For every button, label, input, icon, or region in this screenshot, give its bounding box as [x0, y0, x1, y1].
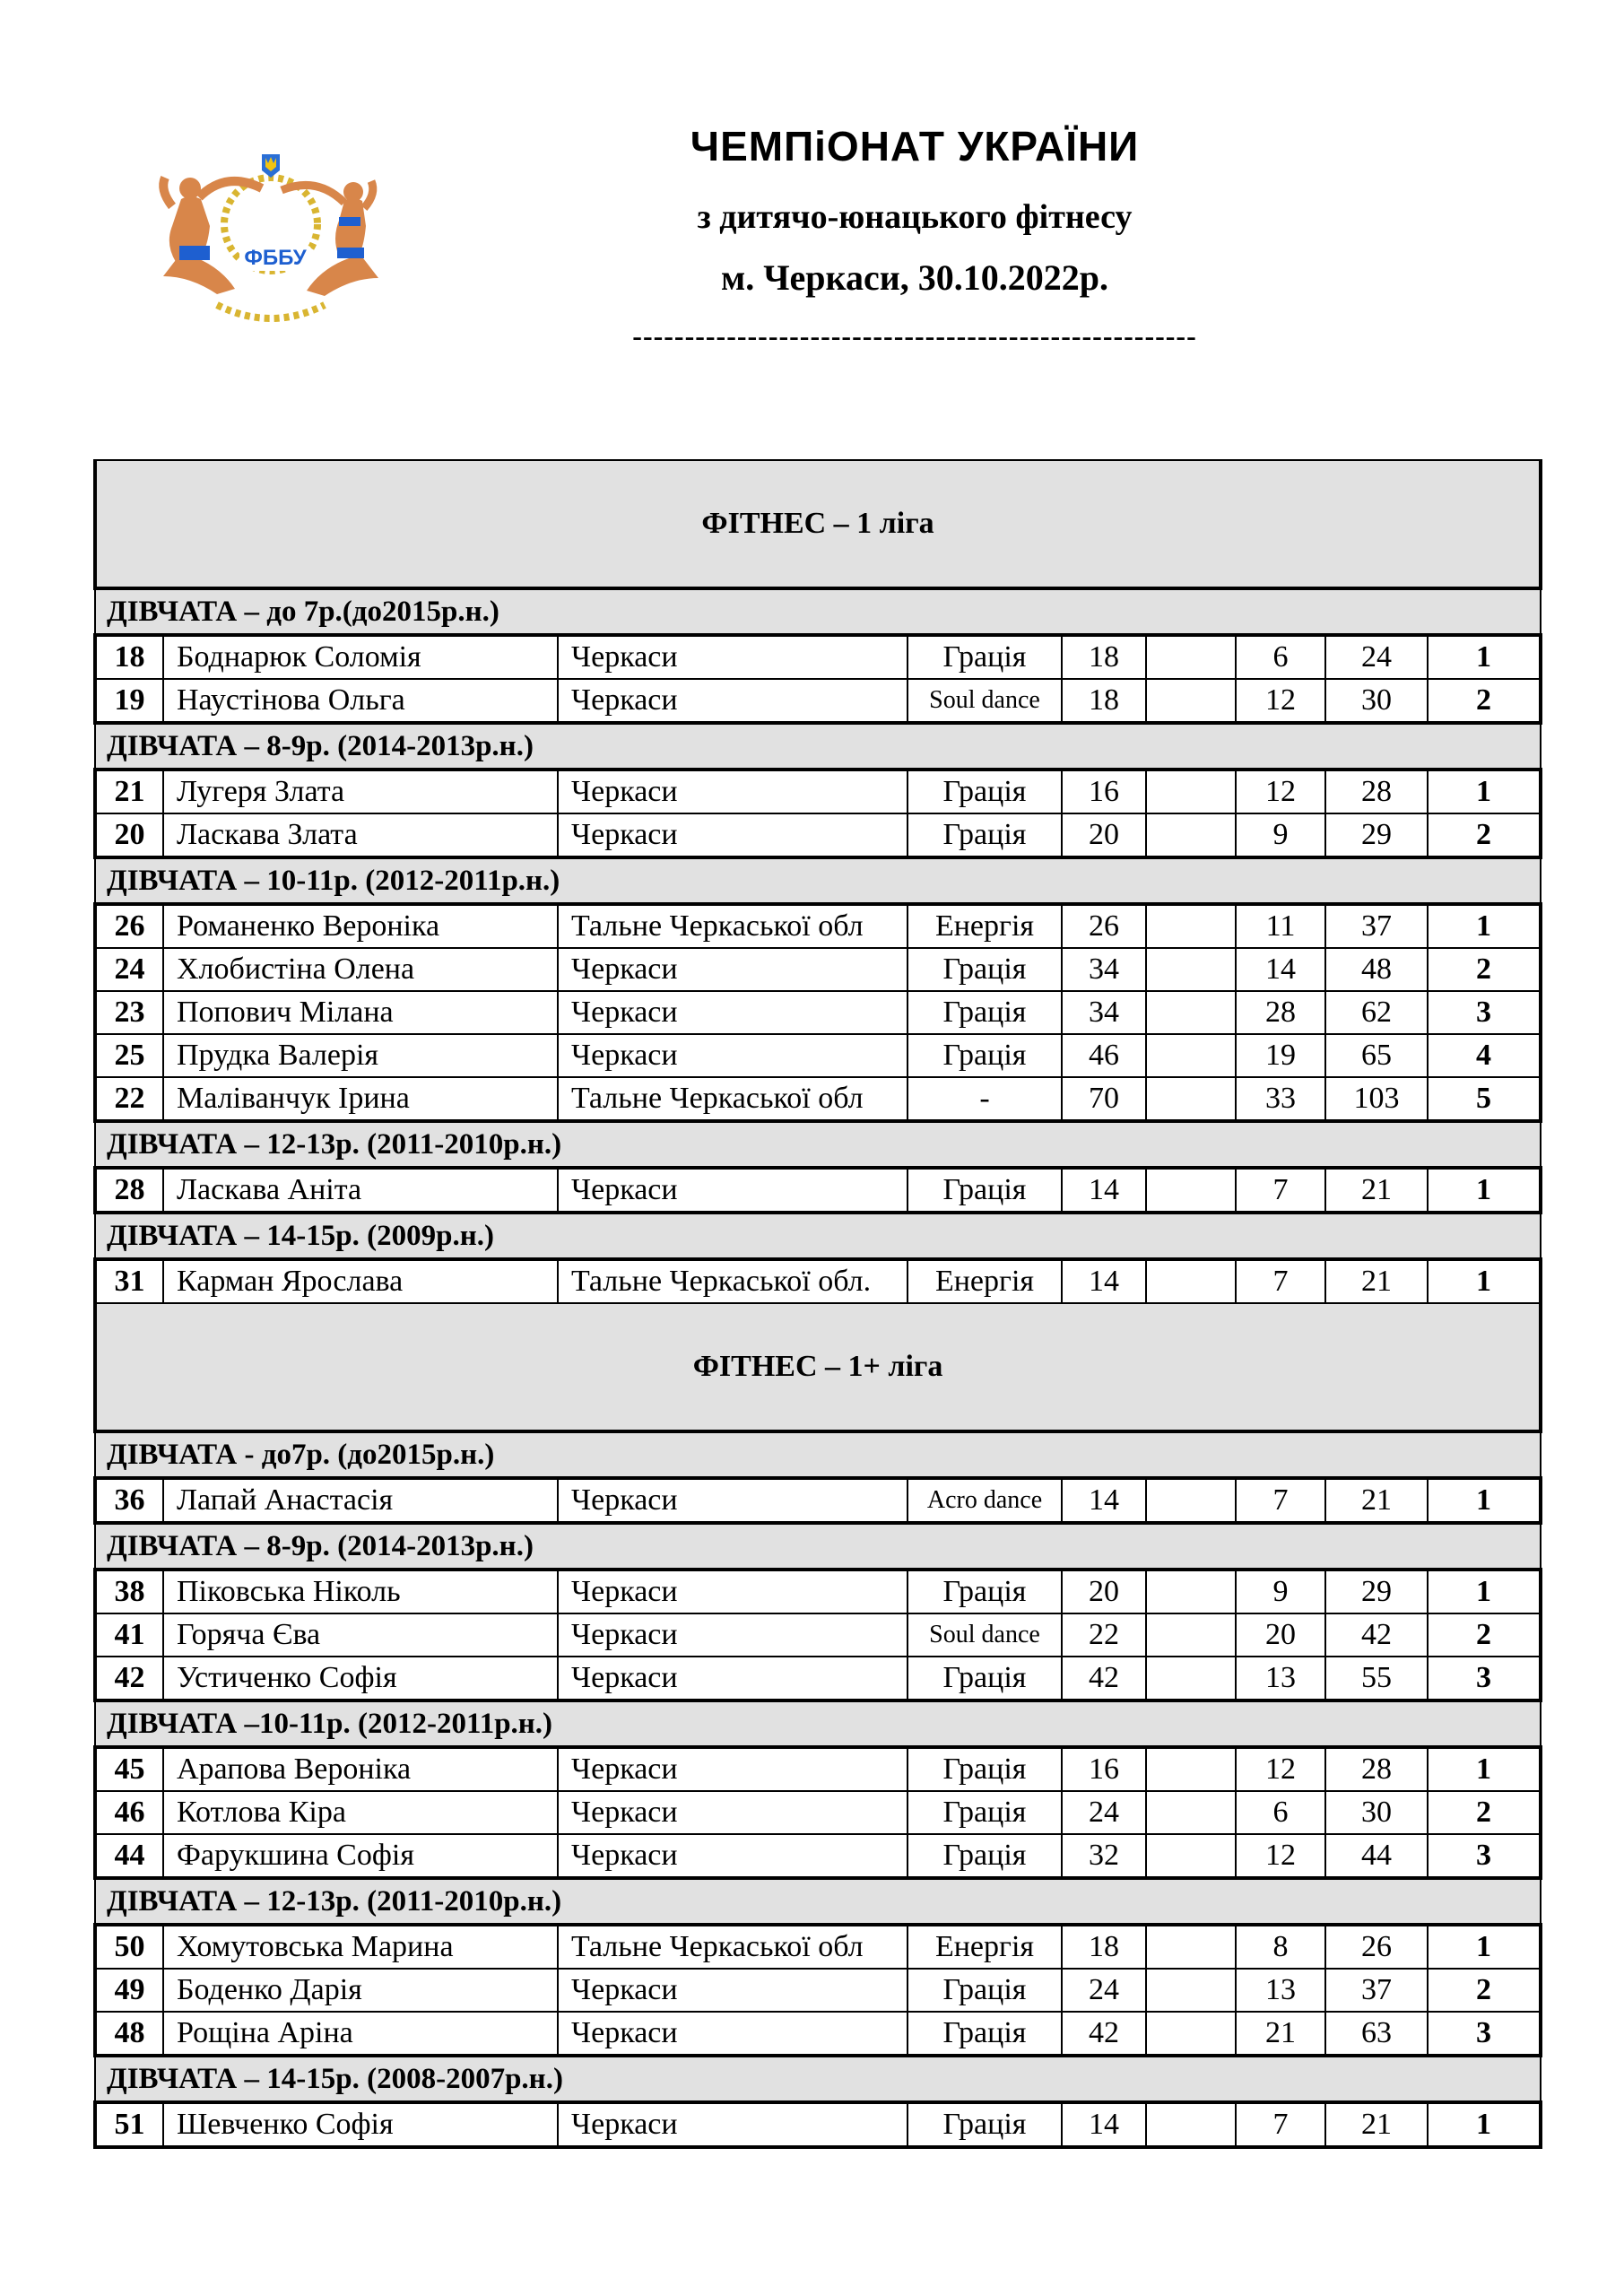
participant-name: Рощіна Аріна: [163, 2012, 558, 2056]
participant-number: 45: [95, 1747, 163, 1791]
score-3: 28: [1236, 991, 1325, 1034]
place: 2: [1428, 813, 1541, 857]
table-row: [95, 635, 1541, 679]
category-header: [95, 1213, 1541, 1259]
place: 2: [1428, 1791, 1541, 1834]
document-title: ЧЕМПіОНАТ УКРАЇНИ: [690, 123, 1140, 170]
score-total: 30: [1325, 679, 1428, 723]
participant-city: Черкаси: [558, 2012, 908, 2056]
participant-club: Soul dance: [908, 679, 1062, 723]
score-1: 14: [1062, 1478, 1146, 1523]
participant-number: 48: [95, 2012, 163, 2056]
participant-city: Черкаси: [558, 1747, 908, 1791]
participant-number: 46: [95, 1791, 163, 1834]
participant-city: Черкаси: [558, 635, 908, 679]
league-title: ФІТНЕС – 1+ ліга: [95, 1303, 1541, 1431]
place: 3: [1428, 1834, 1541, 1878]
participant-number: 18: [95, 635, 163, 679]
category-label: ДІВЧАТА – 12-13р. (2011-2010р.н.): [95, 1878, 1541, 1925]
score-3: 33: [1236, 1077, 1325, 1121]
score-total: 37: [1325, 904, 1428, 948]
score-total: 28: [1325, 1747, 1428, 1791]
score-1: 18: [1062, 1925, 1146, 1969]
table-row: [95, 1657, 1541, 1700]
score-1: 18: [1062, 635, 1146, 679]
score-2: [1146, 1925, 1236, 1969]
score-2: [1146, 770, 1236, 813]
score-2: [1146, 1570, 1236, 1613]
participant-club: Грація: [908, 1747, 1062, 1791]
score-2: [1146, 1969, 1236, 2012]
participant-club: Грація: [908, 1570, 1062, 1613]
participant-club: Грація: [908, 948, 1062, 991]
place: 4: [1428, 1034, 1541, 1077]
score-2: [1146, 2012, 1236, 2056]
score-2: [1146, 991, 1236, 1034]
score-1: 34: [1062, 991, 1146, 1034]
participant-name: Попович Мілана: [163, 991, 558, 1034]
participant-number: 36: [95, 1478, 163, 1523]
score-2: [1146, 2102, 1236, 2147]
score-1: 18: [1062, 679, 1146, 723]
participant-name: Маліванчук Ірина: [163, 1077, 558, 1121]
participant-club: Soul dance: [908, 1613, 1062, 1657]
participant-name: Карман Ярослава: [163, 1259, 558, 1303]
score-3: 7: [1236, 1168, 1325, 1213]
score-1: 16: [1062, 1747, 1146, 1791]
participant-club: Енергія: [908, 1925, 1062, 1969]
place: 5: [1428, 1077, 1541, 1121]
participant-city: Тальне Черкаської обл.: [558, 1259, 908, 1303]
bodybuilders-logo-icon: [154, 152, 387, 332]
place: 1: [1428, 904, 1541, 948]
score-3: 7: [1236, 2102, 1325, 2147]
score-2: [1146, 1613, 1236, 1657]
score-total: 30: [1325, 1791, 1428, 1834]
city-date: м. Черкаси, 30.10.2022р.: [720, 257, 1109, 298]
place: 3: [1428, 1657, 1541, 1700]
table-row: [95, 1791, 1541, 1834]
participant-city: Черкаси: [558, 679, 908, 723]
place: 1: [1428, 1925, 1541, 1969]
participant-name: Устиченко Софія: [163, 1657, 558, 1700]
score-2: [1146, 1834, 1236, 1878]
score-3: 14: [1236, 948, 1325, 991]
place: 1: [1428, 1747, 1541, 1791]
category-header: [95, 1523, 1541, 1570]
score-3: 12: [1236, 770, 1325, 813]
score-3: 6: [1236, 1791, 1325, 1834]
participant-name: Хлобистіна Олена: [163, 948, 558, 991]
participant-name: Боденко Дарія: [163, 1969, 558, 2012]
score-3: 13: [1236, 1657, 1325, 1700]
participant-name: Лапай Анастасія: [163, 1478, 558, 1523]
place: 2: [1428, 1613, 1541, 1657]
participant-name: Котлова Кіра: [163, 1791, 558, 1834]
participant-number: 50: [95, 1925, 163, 1969]
score-2: [1146, 904, 1236, 948]
category-header: [95, 857, 1541, 904]
participant-city: Черкаси: [558, 813, 908, 857]
score-2: [1146, 1259, 1236, 1303]
table-row: [95, 679, 1541, 723]
participant-number: 44: [95, 1834, 163, 1878]
participant-name: Прудка Валерія: [163, 1034, 558, 1077]
score-2: [1146, 1034, 1236, 1077]
participant-city: Черкаси: [558, 991, 908, 1034]
category-label: ДІВЧАТА – 10-11р. (2012-2011р.н.): [95, 857, 1541, 904]
table-row: [95, 1925, 1541, 1969]
score-1: 26: [1062, 904, 1146, 948]
participant-number: 24: [95, 948, 163, 991]
participant-city: Черкаси: [558, 1791, 908, 1834]
category-label: ДІВЧАТА – 8-9р. (2014-2013р.н.): [95, 723, 1541, 770]
score-2: [1146, 1747, 1236, 1791]
score-3: 13: [1236, 1969, 1325, 2012]
score-total: 21: [1325, 1478, 1428, 1523]
participant-name: Боднарюк Соломія: [163, 635, 558, 679]
score-2: [1146, 1478, 1236, 1523]
participant-number: 38: [95, 1570, 163, 1613]
participant-name: Піковська Ніколь: [163, 1570, 558, 1613]
score-1: 34: [1062, 948, 1146, 991]
table-row: [95, 948, 1541, 991]
score-3: 9: [1236, 1570, 1325, 1613]
table-row: [95, 1834, 1541, 1878]
score-3: 12: [1236, 1747, 1325, 1791]
score-total: 24: [1325, 635, 1428, 679]
participant-number: 19: [95, 679, 163, 723]
participant-club: Грація: [908, 813, 1062, 857]
score-2: [1146, 635, 1236, 679]
participant-city: Черкаси: [558, 770, 908, 813]
participant-city: Черкаси: [558, 1478, 908, 1523]
score-1: 32: [1062, 1834, 1146, 1878]
score-total: 62: [1325, 991, 1428, 1034]
score-total: 42: [1325, 1613, 1428, 1657]
participant-name: Романенко Вероніка: [163, 904, 558, 948]
score-3: 11: [1236, 904, 1325, 948]
table-row: [95, 991, 1541, 1034]
place: 1: [1428, 635, 1541, 679]
participant-name: Шевченко Софія: [163, 2102, 558, 2147]
participant-number: 42: [95, 1657, 163, 1700]
federation-logo: [154, 152, 387, 332]
results-table: [93, 459, 1542, 2149]
participant-name: Фарукшина Софія: [163, 1834, 558, 1878]
score-total: 21: [1325, 2102, 1428, 2147]
dashed-separator: ------------------------------------------------------: [632, 319, 1197, 352]
table-row: [95, 770, 1541, 813]
score-total: 55: [1325, 1657, 1428, 1700]
participant-club: Грація: [908, 1657, 1062, 1700]
place: 1: [1428, 1570, 1541, 1613]
score-1: 24: [1062, 1969, 1146, 2012]
score-2: [1146, 1657, 1236, 1700]
participant-name: Ласкава Аніта: [163, 1168, 558, 1213]
place: 1: [1428, 1168, 1541, 1213]
score-total: 26: [1325, 1925, 1428, 1969]
score-total: 37: [1325, 1969, 1428, 2012]
participant-city: Черкаси: [558, 1969, 908, 2012]
table-row: [95, 904, 1541, 948]
score-1: 20: [1062, 813, 1146, 857]
score-1: 70: [1062, 1077, 1146, 1121]
table-row: [95, 1613, 1541, 1657]
participant-club: -: [908, 1077, 1062, 1121]
score-2: [1146, 679, 1236, 723]
participant-club: Грація: [908, 1791, 1062, 1834]
score-3: 6: [1236, 635, 1325, 679]
score-3: 19: [1236, 1034, 1325, 1077]
score-3: 7: [1236, 1478, 1325, 1523]
score-3: 7: [1236, 1259, 1325, 1303]
score-total: 21: [1325, 1168, 1428, 1213]
category-header: [95, 1431, 1541, 1478]
score-1: 42: [1062, 2012, 1146, 2056]
participant-number: 41: [95, 1613, 163, 1657]
table-row: [95, 2102, 1541, 2147]
score-1: 14: [1062, 1168, 1146, 1213]
participant-club: Енергія: [908, 904, 1062, 948]
place: 3: [1428, 991, 1541, 1034]
score-2: [1146, 1077, 1236, 1121]
score-1: 42: [1062, 1657, 1146, 1700]
participant-city: Черкаси: [558, 1613, 908, 1657]
place: 1: [1428, 2102, 1541, 2147]
participant-club: Грація: [908, 770, 1062, 813]
category-header: [95, 723, 1541, 770]
score-total: 48: [1325, 948, 1428, 991]
participant-city: Черкаси: [558, 1570, 908, 1613]
score-total: 28: [1325, 770, 1428, 813]
participant-number: 23: [95, 991, 163, 1034]
league-header: [95, 1303, 1541, 1431]
participant-number: 28: [95, 1168, 163, 1213]
category-header: [95, 2056, 1541, 2102]
league-title: ФІТНЕС – 1 ліга: [95, 460, 1541, 588]
category-label: ДІВЧАТА – 12-13р. (2011-2010р.н.): [95, 1121, 1541, 1168]
score-1: 24: [1062, 1791, 1146, 1834]
participant-club: Грація: [908, 2102, 1062, 2147]
score-3: 12: [1236, 1834, 1325, 1878]
place: 1: [1428, 770, 1541, 813]
participant-number: 22: [95, 1077, 163, 1121]
participant-city: Тальне Черкаської обл: [558, 904, 908, 948]
score-total: 44: [1325, 1834, 1428, 1878]
participant-club: Енергія: [908, 1259, 1062, 1303]
participant-number: 20: [95, 813, 163, 857]
score-1: 16: [1062, 770, 1146, 813]
participant-club: Грація: [908, 1969, 1062, 2012]
league-header: [95, 460, 1541, 588]
participant-city: Черкаси: [558, 1034, 908, 1077]
place: 2: [1428, 679, 1541, 723]
participant-number: 26: [95, 904, 163, 948]
score-total: 29: [1325, 813, 1428, 857]
table-row: [95, 1969, 1541, 2012]
participant-name: Наустінова Ольга: [163, 679, 558, 723]
table-row: [95, 1747, 1541, 1791]
participant-name: Лугеря Злата: [163, 770, 558, 813]
score-2: [1146, 813, 1236, 857]
score-total: 65: [1325, 1034, 1428, 1077]
category-label: ДІВЧАТА – до 7р.(до2015р.н.): [95, 588, 1541, 635]
category-header: [95, 588, 1541, 635]
participant-number: 49: [95, 1969, 163, 2012]
category-label: ДІВЧАТА –10-11р. (2012-2011р.н.): [95, 1700, 1541, 1747]
category-header: [95, 1121, 1541, 1168]
score-3: 8: [1236, 1925, 1325, 1969]
document-subtitle: з дитячо-юнацького фітнесу: [697, 198, 1133, 236]
place: 3: [1428, 2012, 1541, 2056]
participant-club: Грація: [908, 2012, 1062, 2056]
logo-text: ФББУ: [239, 246, 311, 271]
score-1: 14: [1062, 2102, 1146, 2147]
table-row: [95, 1077, 1541, 1121]
participant-number: 31: [95, 1259, 163, 1303]
table-row: [95, 1168, 1541, 1213]
place: 1: [1428, 1259, 1541, 1303]
table-row: [95, 1478, 1541, 1523]
participant-city: Тальне Черкаської обл: [558, 1925, 908, 1969]
participant-club: Грація: [908, 635, 1062, 679]
participant-city: Черкаси: [558, 1657, 908, 1700]
score-3: 21: [1236, 2012, 1325, 2056]
participant-name: Горяча Єва: [163, 1613, 558, 1657]
table-row: [95, 1034, 1541, 1077]
score-1: 20: [1062, 1570, 1146, 1613]
score-3: 20: [1236, 1613, 1325, 1657]
participant-number: 21: [95, 770, 163, 813]
participant-city: Черкаси: [558, 2102, 908, 2147]
score-total: 63: [1325, 2012, 1428, 2056]
participant-club: Acro dance: [908, 1478, 1062, 1523]
participant-club: Грація: [908, 1168, 1062, 1213]
score-1: 22: [1062, 1613, 1146, 1657]
participant-name: Ласкава Злата: [163, 813, 558, 857]
category-header: [95, 1700, 1541, 1747]
participant-number: 25: [95, 1034, 163, 1077]
category-label: ДІВЧАТА – 14-15р. (2008-2007р.н.): [95, 2056, 1541, 2102]
participant-club: Грація: [908, 991, 1062, 1034]
participant-name: Хомутовська Марина: [163, 1925, 558, 1969]
score-2: [1146, 1168, 1236, 1213]
score-1: 46: [1062, 1034, 1146, 1077]
category-label: ДІВЧАТА - до7р. (до2015р.н.): [95, 1431, 1541, 1478]
participant-number: 51: [95, 2102, 163, 2147]
participant-club: Грація: [908, 1034, 1062, 1077]
place: 2: [1428, 1969, 1541, 2012]
score-2: [1146, 948, 1236, 991]
score-2: [1146, 1791, 1236, 1834]
score-total: 29: [1325, 1570, 1428, 1613]
table-row: [95, 2012, 1541, 2056]
score-3: 12: [1236, 679, 1325, 723]
score-total: 103: [1325, 1077, 1428, 1121]
participant-city: Черкаси: [558, 1168, 908, 1213]
table-row: [95, 813, 1541, 857]
participant-club: Грація: [908, 1834, 1062, 1878]
place: 2: [1428, 948, 1541, 991]
participant-name: Арапова Вероніка: [163, 1747, 558, 1791]
score-1: 14: [1062, 1259, 1146, 1303]
table-row: [95, 1259, 1541, 1303]
table-row: [95, 1570, 1541, 1613]
participant-city: Черкаси: [558, 948, 908, 991]
category-label: ДІВЧАТА – 8-9р. (2014-2013р.н.): [95, 1523, 1541, 1570]
score-3: 9: [1236, 813, 1325, 857]
participant-city: Черкаси: [558, 1834, 908, 1878]
score-total: 21: [1325, 1259, 1428, 1303]
place: 1: [1428, 1478, 1541, 1523]
category-header: [95, 1878, 1541, 1925]
participant-city: Тальне Черкаської обл: [558, 1077, 908, 1121]
category-label: ДІВЧАТА – 14-15р. (2009р.н.): [95, 1213, 1541, 1259]
